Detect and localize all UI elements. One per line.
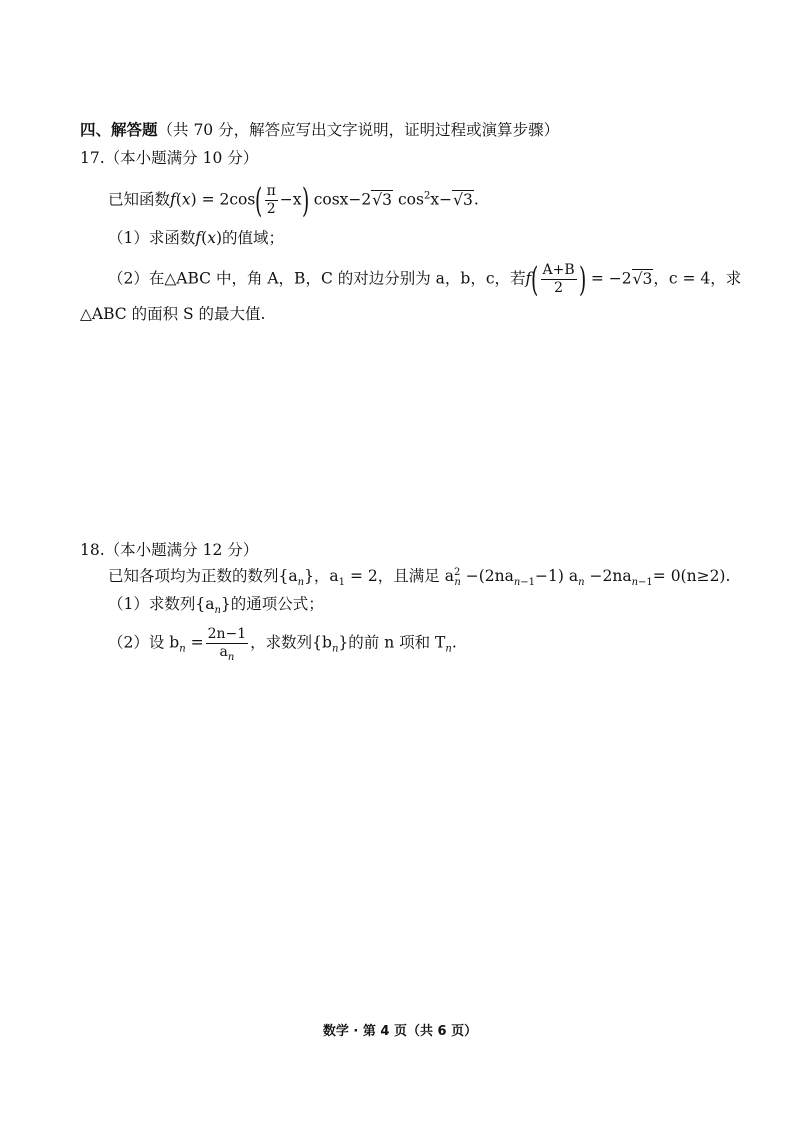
q17-fraction — [265, 183, 278, 218]
q18-header: 18.（本小题满分 12 分） — [80, 541, 259, 559]
q18-stem: 已知各项均为正数的数列$\{a_n\}$，$a_1 = 2$，且满足 $a^2_n -(2na_{n-1}-1)$ $a_n -2na_{n-1}= 0(n\ge 2)$. — [108, 566, 731, 589]
q17-stem-prefix: 已知函数 — [108, 190, 171, 209]
q17-stem-tail: cos — [397, 190, 424, 209]
q17-stem-after: cosx−2 — [313, 190, 372, 209]
q18-part2: （2）设 $b_n$ = $\frac{2n-1}{a_n}$ ，求数列$\{b_n\}$的前 n 项和 $T_n$. — [108, 626, 457, 663]
section-note: （共 70 分，解答应写出文字说明，证明过程或演算步骤） — [157, 121, 560, 139]
q17-frac-num: π — [266, 183, 276, 199]
q17-part1: （1）求函数f(x)的值域； — [108, 229, 285, 247]
q17-part2-fraction: $\frac{A+B}{2}$ — [542, 262, 575, 296]
q17-part1-suffix: 的值域； — [222, 229, 285, 247]
q17-part2-line2: △ABC 的面积 S 的最大值. — [80, 305, 266, 323]
q18-part1: （1）求数列$\{a_n\}$的通项公式； — [108, 595, 324, 617]
q17-part2-b: ，c = 4，求 — [653, 269, 742, 288]
q17-stem-end: x− — [430, 190, 453, 209]
q17-frac-den: 2 — [266, 201, 276, 217]
q17-part2: （2）在△ABC 中，角 A，B，C 的对边分别为 a，b，c，若f( $\frac{A+B}{2}$ ) = −2√3，c = 4，求 — [108, 259, 742, 300]
q17-stem: 已知函数f(x) = 2cos( $\frac{\pi}{2}$ −x) cosx−2√3 $\cos^2x-√3$. — [108, 180, 479, 221]
q17-stem-eq: = 2cos — [201, 190, 256, 209]
q18-fraction: $\frac{2n-1}{a_n}$ — [207, 626, 247, 663]
q17-header: 17.（本小题满分 10 分） — [80, 149, 259, 167]
q17-part1-prefix: （1）求函数 — [108, 229, 196, 247]
q17-part2-eq: = −2 — [590, 269, 632, 288]
q17-sqrt: √3 — [372, 190, 393, 209]
q17-part2-sqrt: √3 — [632, 269, 653, 288]
q17-part2-a: （2）在△ABC 中，角 A，B，C 的对边分别为 a，b，c，若 — [108, 269, 526, 288]
section-title: 四、解答题 — [80, 120, 158, 139]
page-footer: 数学 · 第 4 页（共 6 页） — [322, 1024, 478, 1039]
q17-stem-mid: −x — [279, 190, 302, 209]
q17-sqrt2: √3 — [453, 190, 473, 209]
section-heading — [80, 120, 559, 140]
